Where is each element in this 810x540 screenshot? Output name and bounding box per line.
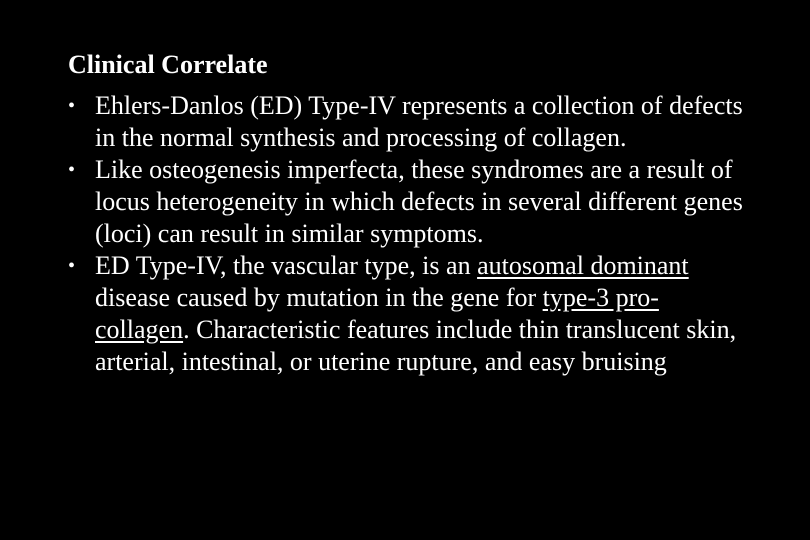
slide-title: Clinical Correlate bbox=[68, 50, 268, 79]
bullet-list bbox=[68, 90, 748, 378]
bullet-text: . Characteristic features include thin translucent skin, arterial, intestinal, or uterine rupture, and easy bruising bbox=[95, 315, 737, 376]
bullet-dot-icon: • bbox=[68, 95, 76, 117]
bullet-dot-icon: • bbox=[68, 255, 76, 277]
bullet-text: Ehlers-Danlos (ED) Type-IV represents a collection of defects in the normal synthesis and processing of collagen. bbox=[95, 91, 743, 152]
bullet-text: ED Type-IV, the vascular type, is an bbox=[95, 251, 478, 280]
bullet-item-3 bbox=[68, 250, 748, 378]
type-3-pro-collagen-link[interactable]: type-3 pro-collagen bbox=[95, 283, 659, 344]
autosomal-dominant-link[interactable]: autosomal dominant bbox=[477, 251, 689, 280]
bullet-text: disease caused by mutation in the gene for bbox=[95, 283, 543, 312]
bullet-item-2 bbox=[68, 154, 748, 250]
bullet-text: Like osteogenesis imperfecta, these syndromes are a result of locus heterogeneity in which defects in several different genes (loci) can result in similar symptoms. bbox=[95, 155, 743, 248]
bullet-item-1 bbox=[68, 90, 748, 154]
bullet-dot-icon: • bbox=[68, 159, 76, 181]
